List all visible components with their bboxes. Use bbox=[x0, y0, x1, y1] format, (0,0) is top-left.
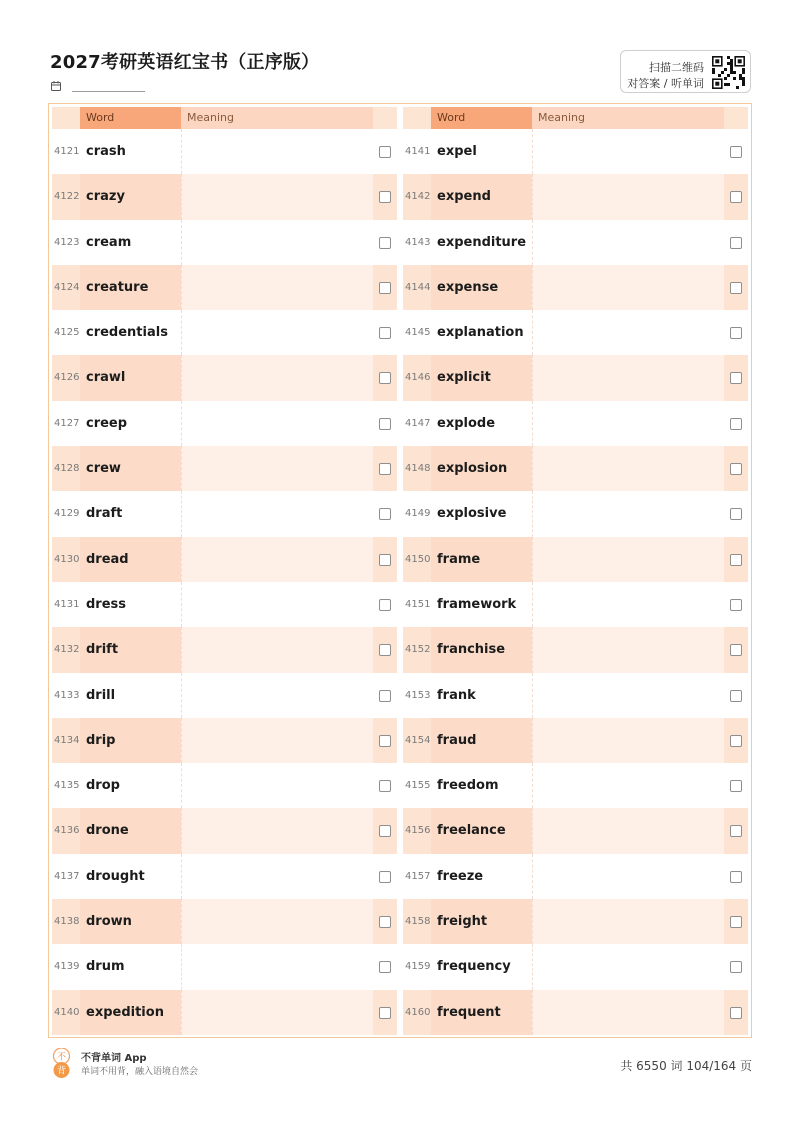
word-text: explanation bbox=[431, 310, 532, 355]
word-text: franchise bbox=[431, 627, 532, 672]
word-number: 4123 bbox=[52, 220, 80, 265]
word-text: cream bbox=[80, 220, 181, 265]
check-cell bbox=[724, 944, 748, 989]
word-number: 4135 bbox=[52, 763, 80, 808]
word-number: 4157 bbox=[403, 854, 431, 899]
checkbox[interactable] bbox=[730, 191, 742, 203]
table-row bbox=[52, 174, 397, 219]
check-cell bbox=[373, 990, 397, 1035]
checkbox[interactable] bbox=[730, 372, 742, 384]
meaning-cell[interactable] bbox=[532, 401, 724, 446]
word-text: drown bbox=[80, 899, 181, 944]
meaning-cell[interactable] bbox=[181, 673, 373, 718]
word-number: 4143 bbox=[403, 220, 431, 265]
check-cell bbox=[373, 673, 397, 718]
table-header bbox=[52, 107, 397, 129]
logo-char-top: 不 bbox=[56, 1052, 67, 1063]
meaning-cell[interactable] bbox=[181, 220, 373, 265]
word-text: expense bbox=[431, 265, 532, 310]
meaning-cell[interactable] bbox=[181, 174, 373, 219]
header-word: Word bbox=[80, 107, 181, 129]
checkbox[interactable] bbox=[730, 418, 742, 430]
word-text: freelance bbox=[431, 808, 532, 853]
meaning-cell[interactable] bbox=[181, 854, 373, 899]
meaning-cell[interactable] bbox=[532, 808, 724, 853]
word-text: crew bbox=[80, 446, 181, 491]
word-text: expel bbox=[431, 129, 532, 174]
meaning-cell[interactable] bbox=[532, 491, 724, 536]
meaning-cell[interactable] bbox=[532, 129, 724, 174]
word-list bbox=[52, 129, 397, 1035]
checkbox[interactable] bbox=[730, 871, 742, 883]
word-text: freedom bbox=[431, 763, 532, 808]
meaning-cell[interactable] bbox=[532, 537, 724, 582]
table-row bbox=[52, 537, 397, 582]
check-cell bbox=[373, 582, 397, 627]
word-text: freight bbox=[431, 899, 532, 944]
word-number: 4144 bbox=[403, 265, 431, 310]
word-text: drought bbox=[80, 854, 181, 899]
qr-caption-scan: 扫描二维码 bbox=[649, 61, 704, 74]
checkbox[interactable] bbox=[730, 644, 742, 656]
header-number-cell bbox=[403, 107, 431, 129]
meaning-cell[interactable] bbox=[532, 265, 724, 310]
word-number: 4132 bbox=[52, 627, 80, 672]
word-number: 4134 bbox=[52, 718, 80, 763]
checkbox[interactable] bbox=[379, 418, 391, 430]
meaning-cell[interactable] bbox=[532, 899, 724, 944]
check-cell bbox=[724, 582, 748, 627]
check-cell bbox=[724, 627, 748, 672]
word-text: frequency bbox=[431, 944, 532, 989]
check-cell bbox=[373, 854, 397, 899]
table-row bbox=[403, 220, 748, 265]
word-number: 4153 bbox=[403, 673, 431, 718]
meaning-cell[interactable] bbox=[181, 265, 373, 310]
checkbox[interactable] bbox=[379, 327, 391, 339]
word-number: 4121 bbox=[52, 129, 80, 174]
checkbox[interactable] bbox=[379, 825, 391, 837]
check-cell bbox=[373, 220, 397, 265]
meaning-cell[interactable] bbox=[181, 310, 373, 355]
meaning-cell[interactable] bbox=[532, 763, 724, 808]
checkbox[interactable] bbox=[730, 237, 742, 249]
right-column bbox=[403, 107, 748, 1035]
word-text: frank bbox=[431, 673, 532, 718]
word-number: 4122 bbox=[52, 174, 80, 219]
word-number: 4128 bbox=[52, 446, 80, 491]
meaning-cell[interactable] bbox=[532, 944, 724, 989]
word-number: 4129 bbox=[52, 491, 80, 536]
word-text: creature bbox=[80, 265, 181, 310]
word-text: freeze bbox=[431, 854, 532, 899]
word-number: 4137 bbox=[52, 854, 80, 899]
checkbox[interactable] bbox=[379, 282, 391, 294]
word-text: credentials bbox=[80, 310, 181, 355]
meaning-cell[interactable] bbox=[181, 899, 373, 944]
header-meaning: Meaning bbox=[532, 107, 724, 129]
table-row bbox=[403, 582, 748, 627]
word-number: 4154 bbox=[403, 718, 431, 763]
check-cell bbox=[373, 627, 397, 672]
check-cell bbox=[373, 718, 397, 763]
meaning-cell[interactable] bbox=[532, 582, 724, 627]
app-tagline: 单词不用背，融入语境自然会 bbox=[81, 1067, 199, 1077]
table-row bbox=[52, 355, 397, 400]
check-cell bbox=[724, 673, 748, 718]
word-number: 4148 bbox=[403, 446, 431, 491]
table-row bbox=[403, 673, 748, 718]
word-number: 4149 bbox=[403, 491, 431, 536]
check-cell bbox=[373, 491, 397, 536]
checkbox[interactable] bbox=[379, 508, 391, 520]
table-row bbox=[403, 446, 748, 491]
meaning-cell[interactable] bbox=[181, 763, 373, 808]
checkbox[interactable] bbox=[730, 146, 742, 158]
table-row bbox=[52, 446, 397, 491]
check-cell bbox=[373, 174, 397, 219]
checkbox[interactable] bbox=[379, 372, 391, 384]
checkbox[interactable] bbox=[379, 463, 391, 475]
word-number: 4145 bbox=[403, 310, 431, 355]
checkbox[interactable] bbox=[730, 463, 742, 475]
checkbox[interactable] bbox=[730, 825, 742, 837]
word-text: drone bbox=[80, 808, 181, 853]
check-cell bbox=[724, 310, 748, 355]
word-number: 4138 bbox=[52, 899, 80, 944]
word-text: creep bbox=[80, 401, 181, 446]
word-number: 4151 bbox=[403, 582, 431, 627]
check-cell bbox=[724, 718, 748, 763]
table-row bbox=[52, 220, 397, 265]
check-cell bbox=[373, 355, 397, 400]
check-cell bbox=[373, 401, 397, 446]
meaning-cell[interactable] bbox=[181, 718, 373, 763]
word-number: 4130 bbox=[52, 537, 80, 582]
header-meaning: Meaning bbox=[181, 107, 373, 129]
check-cell bbox=[724, 355, 748, 400]
word-text: expenditure bbox=[431, 220, 532, 265]
check-cell bbox=[724, 220, 748, 265]
header-check-cell bbox=[373, 107, 397, 129]
meaning-cell[interactable] bbox=[532, 446, 724, 491]
word-text: explode bbox=[431, 401, 532, 446]
word-text: frame bbox=[431, 537, 532, 582]
table-row bbox=[52, 265, 397, 310]
checkbox[interactable] bbox=[379, 599, 391, 611]
word-number: 4126 bbox=[52, 355, 80, 400]
app-logo-icon bbox=[51, 1048, 72, 1078]
meaning-cell[interactable] bbox=[532, 990, 724, 1035]
word-number: 4131 bbox=[52, 582, 80, 627]
checkbox[interactable] bbox=[379, 961, 391, 973]
check-cell bbox=[373, 808, 397, 853]
word-text: dress bbox=[80, 582, 181, 627]
meaning-cell[interactable] bbox=[181, 990, 373, 1035]
table-row bbox=[403, 808, 748, 853]
checkbox[interactable] bbox=[379, 191, 391, 203]
word-text: expend bbox=[431, 174, 532, 219]
word-text: drip bbox=[80, 718, 181, 763]
checkbox[interactable] bbox=[730, 961, 742, 973]
left-column bbox=[52, 107, 397, 1035]
checkbox[interactable] bbox=[379, 735, 391, 747]
table-row bbox=[403, 537, 748, 582]
word-list bbox=[403, 129, 748, 1035]
checkbox[interactable] bbox=[379, 146, 391, 158]
meaning-cell[interactable] bbox=[532, 718, 724, 763]
date-blank-line bbox=[72, 91, 145, 92]
check-cell bbox=[373, 763, 397, 808]
word-number: 4124 bbox=[52, 265, 80, 310]
table-row bbox=[52, 310, 397, 355]
word-text: dread bbox=[80, 537, 181, 582]
check-cell bbox=[724, 174, 748, 219]
check-cell bbox=[373, 944, 397, 989]
word-number: 4159 bbox=[403, 944, 431, 989]
word-text: explosive bbox=[431, 491, 532, 536]
table-row bbox=[403, 990, 748, 1035]
qr-panel bbox=[620, 50, 751, 93]
table-row bbox=[52, 401, 397, 446]
word-text: expedition bbox=[80, 990, 181, 1035]
header-word: Word bbox=[431, 107, 532, 129]
word-text: fraud bbox=[431, 718, 532, 763]
checkbox[interactable] bbox=[379, 871, 391, 883]
checkbox[interactable] bbox=[730, 780, 742, 792]
check-cell bbox=[373, 899, 397, 944]
check-cell bbox=[724, 491, 748, 536]
word-text: crash bbox=[80, 129, 181, 174]
check-cell bbox=[724, 899, 748, 944]
word-number: 4139 bbox=[52, 944, 80, 989]
word-number: 4136 bbox=[52, 808, 80, 853]
table-row bbox=[403, 355, 748, 400]
table-row bbox=[52, 673, 397, 718]
word-number: 4156 bbox=[403, 808, 431, 853]
table-row bbox=[403, 265, 748, 310]
word-number: 4147 bbox=[403, 401, 431, 446]
checkbox[interactable] bbox=[730, 690, 742, 702]
qr-code-icon[interactable] bbox=[712, 56, 745, 89]
table-row bbox=[52, 129, 397, 174]
table-row bbox=[52, 899, 397, 944]
app-name: 不背单词 App bbox=[81, 1053, 147, 1064]
meaning-cell[interactable] bbox=[181, 582, 373, 627]
meaning-cell[interactable] bbox=[181, 537, 373, 582]
page-title: 2027考研英语红宝书（正序版） bbox=[50, 52, 320, 73]
meaning-cell[interactable] bbox=[181, 627, 373, 672]
meaning-cell[interactable] bbox=[181, 944, 373, 989]
meaning-cell[interactable] bbox=[532, 627, 724, 672]
word-text: explosion bbox=[431, 446, 532, 491]
word-text: frequent bbox=[431, 990, 532, 1035]
word-number: 4140 bbox=[52, 990, 80, 1035]
vocabulary-table bbox=[48, 103, 752, 1038]
checkbox[interactable] bbox=[730, 327, 742, 339]
word-text: drop bbox=[80, 763, 181, 808]
table-row bbox=[403, 401, 748, 446]
meaning-cell[interactable] bbox=[181, 401, 373, 446]
meaning-cell[interactable] bbox=[532, 355, 724, 400]
checkbox[interactable] bbox=[379, 690, 391, 702]
table-row bbox=[403, 174, 748, 219]
check-cell bbox=[373, 310, 397, 355]
checkbox[interactable] bbox=[730, 282, 742, 294]
word-text: drift bbox=[80, 627, 181, 672]
table-row bbox=[52, 854, 397, 899]
calendar-icon bbox=[51, 81, 61, 91]
check-cell bbox=[724, 763, 748, 808]
meaning-cell[interactable] bbox=[181, 355, 373, 400]
meaning-cell[interactable] bbox=[181, 491, 373, 536]
checkbox[interactable] bbox=[379, 916, 391, 928]
logo-char-bottom: 背 bbox=[56, 1066, 67, 1077]
check-cell bbox=[724, 265, 748, 310]
word-number: 4146 bbox=[403, 355, 431, 400]
checkbox[interactable] bbox=[730, 1007, 742, 1019]
check-cell bbox=[373, 537, 397, 582]
word-number: 4150 bbox=[403, 537, 431, 582]
table-row bbox=[52, 627, 397, 672]
header-check-cell bbox=[724, 107, 748, 129]
check-cell bbox=[724, 990, 748, 1035]
word-text: draft bbox=[80, 491, 181, 536]
table-row bbox=[52, 582, 397, 627]
word-number: 4127 bbox=[52, 401, 80, 446]
check-cell bbox=[373, 265, 397, 310]
table-row bbox=[403, 627, 748, 672]
checkbox[interactable] bbox=[379, 780, 391, 792]
table-row bbox=[52, 491, 397, 536]
word-text: crawl bbox=[80, 355, 181, 400]
meaning-cell[interactable] bbox=[532, 310, 724, 355]
table-row bbox=[52, 990, 397, 1035]
checkbox[interactable] bbox=[730, 599, 742, 611]
table-row bbox=[403, 944, 748, 989]
check-cell bbox=[373, 129, 397, 174]
table-row bbox=[52, 718, 397, 763]
word-text: crazy bbox=[80, 174, 181, 219]
meaning-cell[interactable] bbox=[181, 808, 373, 853]
word-number: 4141 bbox=[403, 129, 431, 174]
word-number: 4142 bbox=[403, 174, 431, 219]
meaning-cell[interactable] bbox=[181, 129, 373, 174]
meaning-cell[interactable] bbox=[532, 174, 724, 219]
checkbox[interactable] bbox=[730, 508, 742, 520]
checkbox[interactable] bbox=[730, 735, 742, 747]
meaning-cell[interactable] bbox=[532, 220, 724, 265]
checkbox[interactable] bbox=[730, 554, 742, 566]
check-cell bbox=[724, 808, 748, 853]
checkbox[interactable] bbox=[379, 644, 391, 656]
meaning-cell[interactable] bbox=[532, 854, 724, 899]
table-header bbox=[403, 107, 748, 129]
word-number: 4152 bbox=[403, 627, 431, 672]
table-row bbox=[403, 491, 748, 536]
checkbox[interactable] bbox=[730, 916, 742, 928]
word-text: drill bbox=[80, 673, 181, 718]
table-row bbox=[403, 899, 748, 944]
table-row bbox=[403, 718, 748, 763]
check-cell bbox=[724, 537, 748, 582]
word-number: 4155 bbox=[403, 763, 431, 808]
checkbox[interactable] bbox=[379, 1007, 391, 1019]
table-row bbox=[52, 808, 397, 853]
table-row bbox=[403, 129, 748, 174]
word-text: framework bbox=[431, 582, 532, 627]
word-text: drum bbox=[80, 944, 181, 989]
word-number: 4158 bbox=[403, 899, 431, 944]
checkbox[interactable] bbox=[379, 554, 391, 566]
header-number-cell bbox=[52, 107, 80, 129]
table-row bbox=[403, 310, 748, 355]
qr-caption-answers: 对答案 / 听单词 bbox=[627, 77, 704, 90]
table-row bbox=[403, 854, 748, 899]
meaning-cell[interactable] bbox=[532, 673, 724, 718]
word-number: 4133 bbox=[52, 673, 80, 718]
check-cell bbox=[724, 129, 748, 174]
word-text: explicit bbox=[431, 355, 532, 400]
word-number: 4125 bbox=[52, 310, 80, 355]
word-number: 4160 bbox=[403, 990, 431, 1035]
check-cell bbox=[373, 446, 397, 491]
check-cell bbox=[724, 854, 748, 899]
meaning-cell[interactable] bbox=[181, 446, 373, 491]
page-counter: 共 6550 词 104/164 页 bbox=[620, 1059, 752, 1073]
table-row bbox=[52, 944, 397, 989]
check-cell bbox=[724, 401, 748, 446]
table-row bbox=[52, 763, 397, 808]
check-cell bbox=[724, 446, 748, 491]
checkbox[interactable] bbox=[379, 237, 391, 249]
table-row bbox=[403, 763, 748, 808]
